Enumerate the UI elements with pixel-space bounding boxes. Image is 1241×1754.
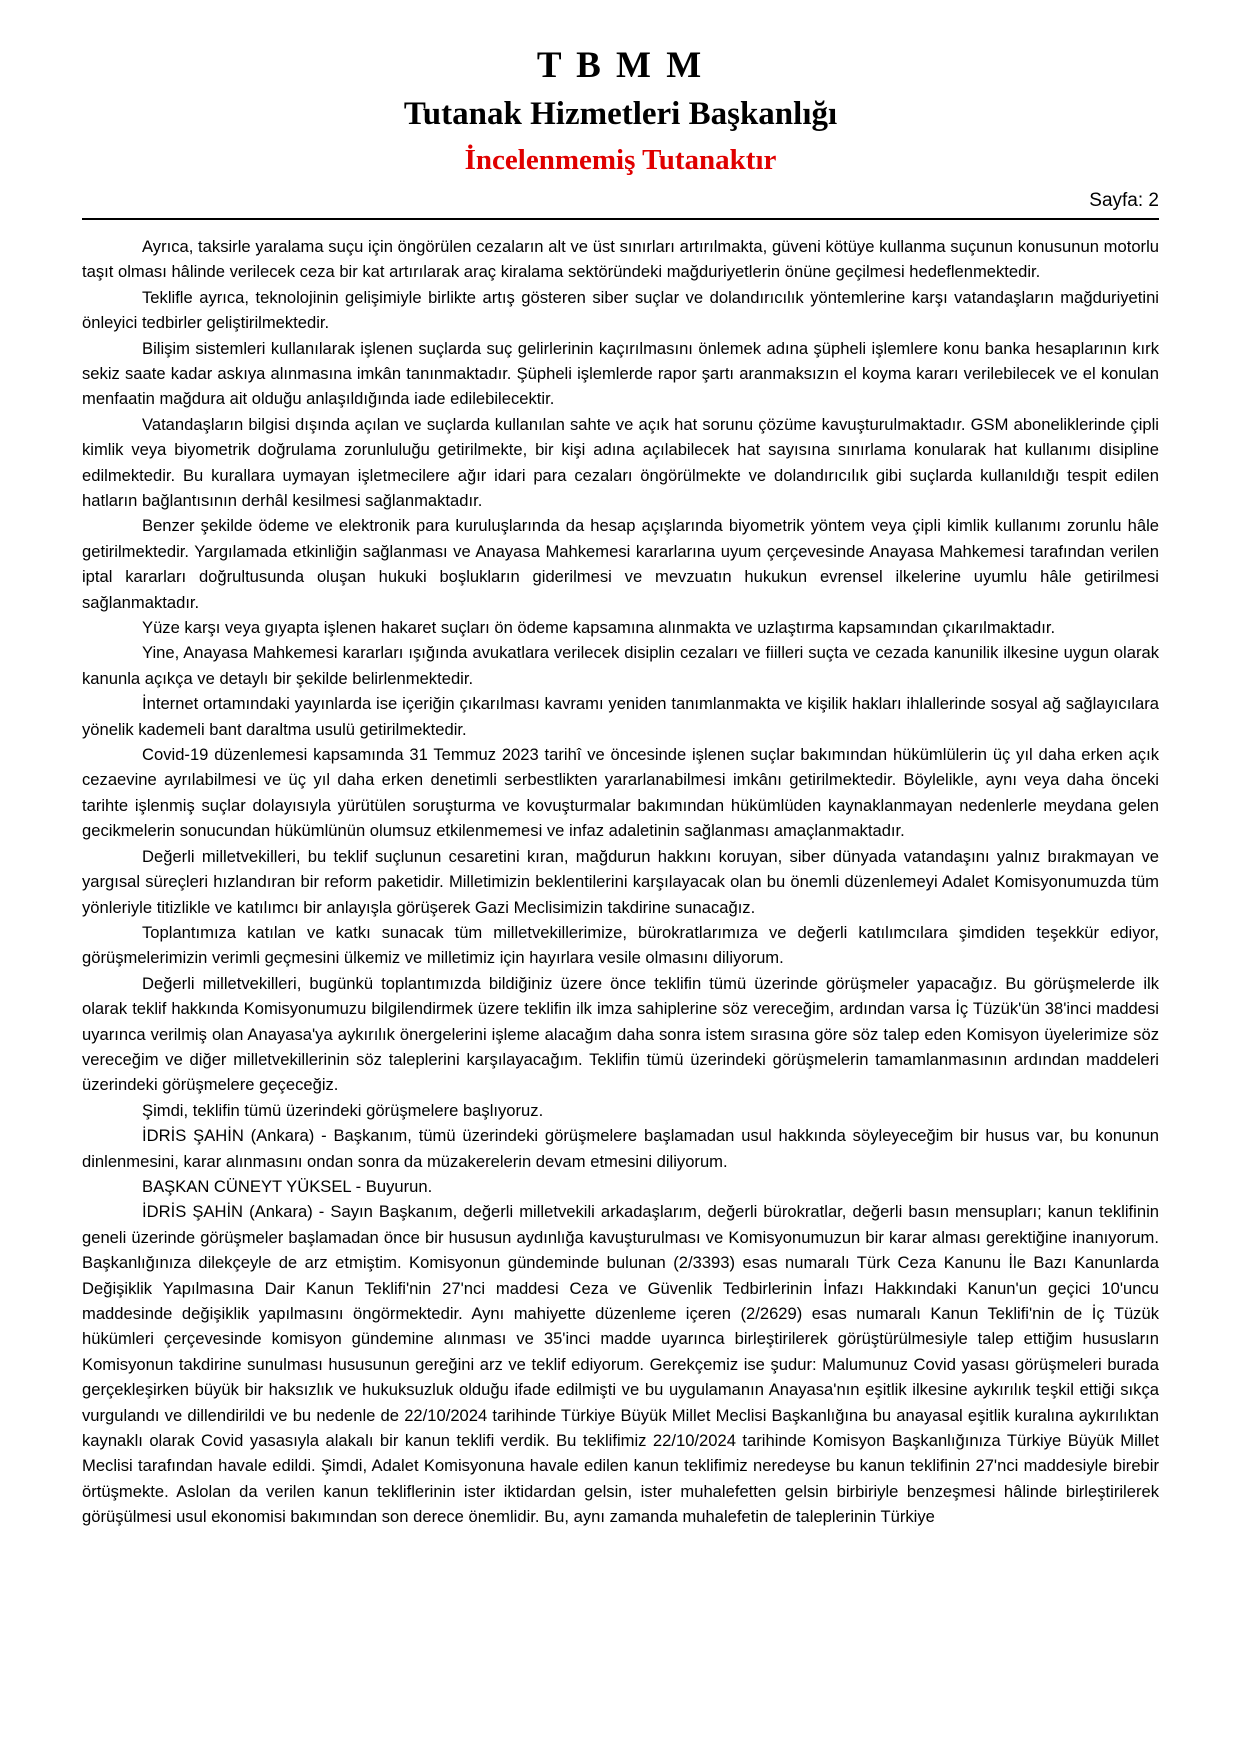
department-title: Tutanak Hizmetleri Başkanlığı: [403, 96, 838, 133]
page-number-row: [0, 180, 1241, 212]
page-number: Sayfa: 2: [1089, 189, 1159, 211]
paragraph: Bilişim sistemleri kullanılarak işlenen suçlarda suç gelirlerinin kaçırılmasını önlemek adına şüpheli işlemlere konu banka hesaplarının kırk sekiz saate kadar askıya alınmasına imkân tanınmaktadır. Şüpheli işlemlerde rapor şartı aranmaksızın el koyma kararı verilebilecek ve el konulan menfaatin mağdura ait olduğu anlaşıldığında iade edilebilecektir.: [82, 338, 1159, 409]
speaker-paragraph: İDRİS ŞAHİN (Ankara) - Başkanım, tümü üzerindeki görüşmelere başlamadan usul hakkında söyleyeceğim bir husus var, bu konunun dinlenmesini, karar alınmasını ondan sonra da müzakerelerin devam etmesini diliyorum.: [82, 1126, 1159, 1171]
paragraph: Teklifle ayrıca, teknolojinin gelişimiyle birlikte artış gösteren siber suçlar ve dolandırıcılık yöntemlerine karşı vatandaşların mağduriyetini önleyici tedbirler geliştirilmektedir.: [82, 287, 1159, 333]
paragraph: İnternet ortamındaki yayınlarda ise içeriğin çıkarılması kavramı yeniden tanımlanmakta ve kişilik hakları ihlallerinde sosyal ağ sağlayıcılara yönelik kademeli bant daraltma usulü getirilmektedir.: [82, 694, 1159, 739]
document-body: [0, 220, 1241, 1530]
speaker-paragraph: BAŞKAN CÜNEYT YÜKSEL - Buyurun.: [142, 1176, 433, 1196]
paragraph: Yine, Anayasa Mahkemesi kararları ışığında avukatlara verilecek disiplin cezaları ve fiilleri suçta ve cezada kanunilik ilkesine uygun olarak kanunla açıkça ve detaylı bir şekilde belirlenmektedir.: [82, 643, 1159, 688]
paragraph: Vatandaşların bilgisi dışında açılan ve suçlarda kullanılan sahte ve açık hat sorunu çözüme kavuşturulmaktadır. GSM aboneliklerinde çipli kimlik veya biyometrik doğrulama zorunluluğu getirilmekte, bir kişi adına açılabilecek hat sayısına sınırlama konularak hat kullanımı disipline edilmektedir. Bu kurallara uymayan işletmecilere ağır idari para cezaları öngörülmekte ve dolandırıcılık gibi suçlarda kullanıldığı tespit edilen hatların bağlantısının derhâl kesilmesi sağlanmaktadır.: [82, 414, 1159, 510]
paragraph: Covid-19 düzenlemesi kapsamında 31 Temmuz 2023 tarihî ve öncesinde işlenen suçlar bakımından hükümlülerin üç yıl daha erken açık cezaevine ayrılabilmesi ve üç yıl daha erken denetimli serbestlikten yararlanabilmesi imkânı getirilmektedir. Böylelikle, aynı veya daha önceki tarihte işlenmiş suçlar dolayısıyla yürütülen soruşturma ve kovuşturmalar bakımından hükümlüden kaynaklanmayan nedenlerle meydana gelen gecikmelerin sonucundan hükümlünün olumsuz etkilenmemesi ve infaz adaletinin sağlanması amaçlanmaktadır.: [82, 745, 1159, 841]
paragraph: Benzer şekilde ödeme ve elektronik para kuruluşlarında da hesap açışlarında biyometrik yöntem veya çipli kimlik kullanımı zorunlu hâle getirilmektedir. Yargılamada etkinliğin sağlanması ve Anayasa Mahkemesi kararlarına uyum çerçevesinde Anayasa Mahkemesi tarafından verilen iptal kararları doğrultusunda oluşan hukuki boşlukların giderilmesi ve mevzuatın hukukun evrensel ilkelerine uyumlu hâle getirilmesi sağlanmaktadır.: [82, 516, 1159, 612]
paragraph: Değerli milletvekilleri, bugünkü toplantımızda bildiğiniz üzere önce teklifin tümü üzerinde görüşmeler yapacağız. Bu görüşmelerde ilk olarak teklif hakkında Komisyonumuzu bilgilendirmek üzere teklifin ilk imza sahiplerine söz vereceğim, ardından varsa İç Tüzük'ün 38'inci maddesi uyarınca verilmiş olan Anayasa'ya aykırılık önergelerini işleme alacağım daha sonra istem sırasına göre söz talep eden Komisyon üyelerimize söz vereceğim ve diğer milletvekillerinin söz taleplerini karşılayacağım. Teklifin tümü üzerindeki görüşmelerin tamamlanmasının ardından maddeleri üzerindeki görüşmelere geçeceğiz.: [82, 973, 1159, 1095]
paragraph: Yüze karşı veya gıyapta işlenen hakaret suçları ön ödeme kapsamına alınmakta ve uzlaştırma kapsamından çıkarılmaktadır.: [142, 618, 1056, 638]
paragraph: Ayrıca, taksirle yaralama suçu için öngörülen cezaların alt ve üst sınırları artırılmakta, güveni kötüye kullanma suçunun konusunun motorlu taşıt olması hâlinde verilecek ceza bir kat artırılarak araç kiralama sektöründeki mağduriyetlerin önüne geçilmesi hedeflenmektedir.: [82, 236, 1159, 282]
document-header: [0, 0, 1241, 180]
draft-notice: İncelenmemiş Tutanaktır: [464, 144, 777, 177]
paragraph: Toplantımıza katılan ve katkı sunacak tüm milletvekillerimize, bürokratlarımıza ve değerli katılımcılara şimdiden teşekkür ediyor, görüşmelerimizin verimli geçmesini ülkemiz ve milletimiz için hayırlara vesile olmasını diliyorum.: [82, 922, 1159, 968]
paragraph: Şimdi, teklifin tümü üzerindeki görüşmelere başlıyoruz.: [142, 1100, 544, 1120]
paragraph: Değerli milletvekilleri, bu teklif suçlunun cesaretini kıran, mağdurun hakkını koruyan, siber dünyada vatandaşını yalnız bırakmayan ve yargısal süreçleri hızlandıran bir reform paketidir. Milletimizin beklentilerini karşılayacak olan bu önemli düzenlemeyi Adalet Komisyonumuzda tüm yönleriyle titizlikle ve katılımcı bir anlayışla görüşerek Gazi Meclisimizin takdirine sunacağız.: [82, 846, 1159, 917]
speaker-paragraph: İDRİS ŞAHİN (Ankara) - Sayın Başkanım, değerli milletvekili arkadaşlarım, değerli bürokratlar, değerli basın mensupları; kanun teklifinin geneli üzerinde görüşmeler başlamadan önce bir hususun aydınlığa kavuşturulması ve Komisyonumuzun bir karar alması gerektiğine inanıyorum. Başkanlığınıza dilekçeyle de arz etmiştim. Komisyonun gündeminde bulunan (2/3393) esas numaralı Türk Ceza Kanunu İle Bazı Kanunlarda Değişiklik Yapılmasına Dair Kanun Teklifi'nin 27'nci maddesi Ceza ve Güvenlik Tedbirlerinin İnfazı Hakkındaki Kanun'un geçici 10'uncu maddesinde değişiklik yapılmasını öngörmektedir. Aynı mahiyette düzenleme içeren (2/2629) esas numaralı Kanun Teklifi'nin de İç Tüzük hükümleri çerçevesinde komisyon gündemine alınması ve 35'inci madde uyarınca birleştirilerek görüştürülmesiyle talep ettiğim hususların Komisyonun takdirine sunulması hususunun gereğini arz ve teklif ediyorum. Gerekçemiz ise şudur: Malumunuz Covid yasası görüşmeleri burada gerçekleşirken büyük bir haksızlık ve hukuksuzluk olduğu ifade edilmişti ve bu uygulamanın Anayasa'nın eşitlik ilkesine aykırılık teşkil ettiği sıkça vurgulandı ve dillendirildi ve bu nedenle de 22/10/2024 tarihinde Türkiye Büyük Millet Meclisi Başkanlığına bu anayasal eşitlik kuralına aykırılıktan kaynaklı olarak Covid yasasıyla alakalı bir kanun teklifi verdik. Bu teklifimiz 22/10/2024 tarihinde Komisyon Başkanlığınıza Türkiye Büyük Millet Meclisi tarafından havale edildi. Şimdi, Adalet Komisyonuna havale edilen kanun teklifimiz neredeyse bu kanun teklifinin 27'nci maddesiyle birebir örtüşmekte. Aslolan da verilen kanun tekliflerinin ister iktidardan gelsin, ister muhalefetten gelsin birbiriyle benzeşmesi hâlinde birleştirilerek görüşülmesi usul ekonomisi bakımından son derece önemlidir. Bu, aynı zamanda muhalefetin de taleplerinin Türkiye: [82, 1202, 1159, 1527]
institution-title: T B M M: [536, 45, 705, 86]
